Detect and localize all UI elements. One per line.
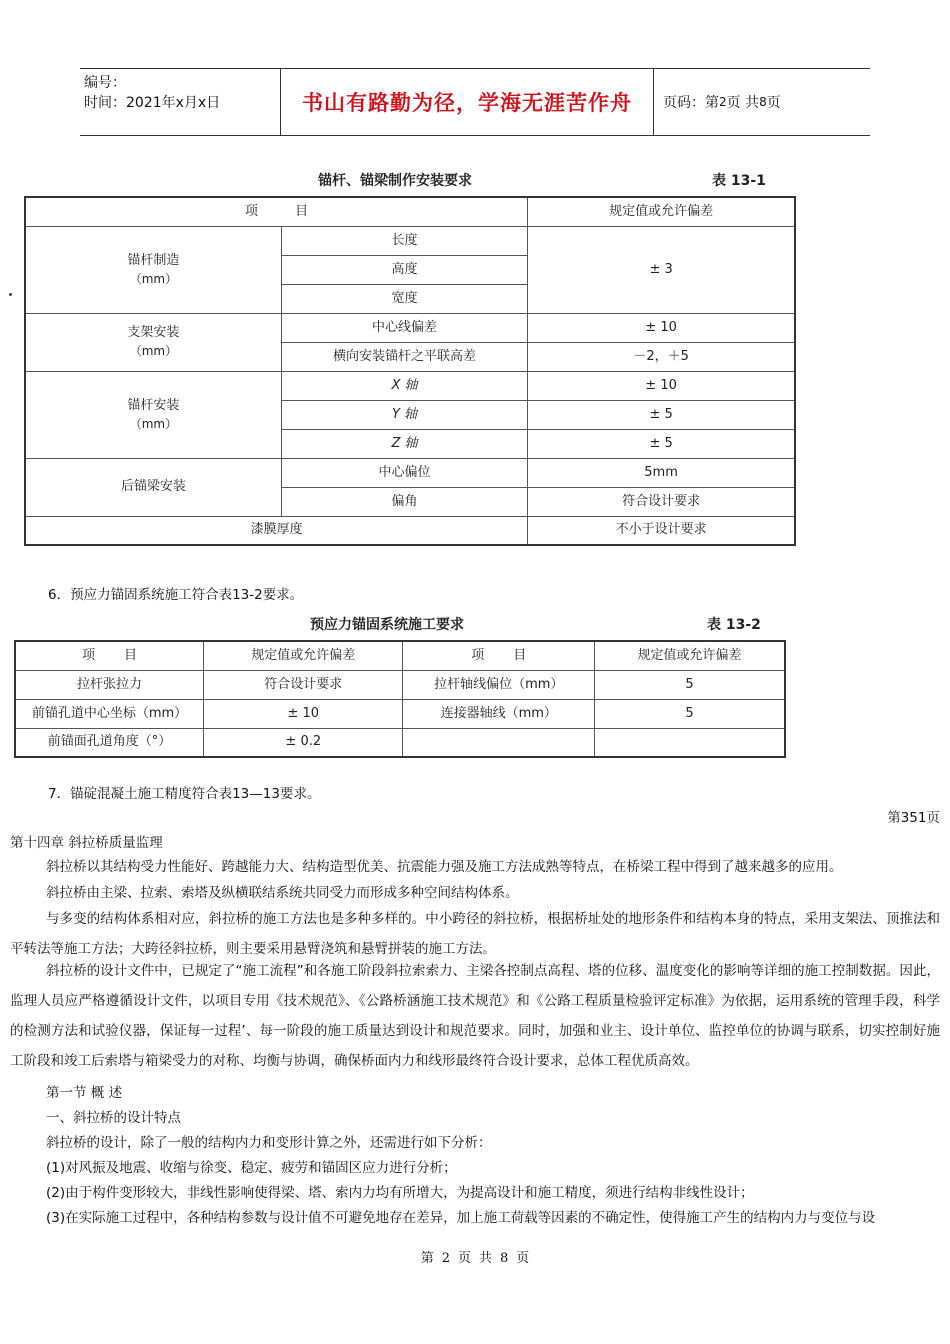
- table1-group-cell: [25, 458, 281, 516]
- document-date-label: 时间：2021年x月x日: [84, 95, 221, 111]
- page-label-prefix: 页码：第: [663, 95, 719, 111]
- table2-header-item: 项 目: [15, 641, 204, 670]
- paragraph: 与多变的结构体系相对应，斜拉桥的施工方法也是多种多样的。中小跨径的斜拉桥，根据桥址处的地形条件和结构本身的特点，采用支架法、顶推法和平转法等施工方法；大跨径斜拉桥，则主要采用悬臂浇筑和悬臂拼装的施工方法。: [10, 911, 940, 957]
- intro-item-6: 6．预应力锚固系统施工符合表13-2要求。: [48, 587, 304, 603]
- value-cell: ± 10: [528, 371, 795, 400]
- header-page-info: [653, 69, 870, 135]
- analysis-item: (2)由于构件变形较大，非线性影响使得梁、塔、索内力均有所增大，为提高设计和施工精度，须进行结构非线性设计；: [46, 1185, 754, 1201]
- group-unit: （mm）: [129, 344, 178, 358]
- sub-item: 中心偏位: [281, 458, 527, 487]
- footer-text: 第: [420, 1251, 434, 1266]
- sub-item: 横向安装锚杆之平联高差: [281, 342, 527, 371]
- chapter-heading: 第十四章 斜拉桥质量监理: [10, 835, 163, 851]
- paragraph: 斜拉桥由主梁、拉索、索塔及纵横联结系统共同受力而形成多种空间结构体系。: [46, 885, 519, 901]
- sub-item: Z 轴: [281, 429, 527, 458]
- table2-header-value: 规定值或允许偏差: [595, 641, 785, 670]
- table1-title: 锚杆、锚梁制作安装要求: [318, 173, 472, 189]
- table-row: [15, 699, 785, 728]
- table1-group-cell: [25, 371, 281, 458]
- value-cell: 5mm: [528, 458, 795, 487]
- table2-header-value: 规定值或允许偏差: [204, 641, 403, 670]
- header-meta: [80, 69, 280, 135]
- group-name: 锚杆制造: [127, 252, 180, 268]
- subsection-heading: 一、斜拉桥的设计特点: [46, 1110, 181, 1126]
- table2-title: 预应力锚固系统施工要求: [310, 617, 464, 633]
- page-label-suffix: 页: [766, 95, 781, 111]
- table-row: [25, 197, 795, 226]
- value-cell: ± 3: [528, 226, 795, 313]
- group-unit: （mm）: [129, 416, 178, 431]
- table-cell: 前锚面孔道角度（°）: [15, 728, 204, 757]
- sub-item: 中心线偏差: [281, 313, 527, 342]
- table-row: [15, 641, 785, 670]
- table1-header-value: 规定值或允许偏差: [528, 197, 795, 226]
- footer-text: 页: [457, 1251, 471, 1266]
- page-reference: 第351页: [887, 810, 940, 826]
- table2-header-item: 项 目: [403, 641, 595, 670]
- table1-header-item: 项 目: [25, 197, 528, 226]
- group-name: 锚杆安装: [127, 397, 180, 413]
- document-number-label: 编号：: [84, 75, 126, 91]
- analysis-item: (1)对风振及地震、收缩与徐变、稳定、疲劳和锚固区应力进行分析；: [46, 1160, 457, 1176]
- table-cell: 5: [595, 699, 785, 728]
- value-cell: ± 10: [528, 313, 795, 342]
- value-cell: 符合设计要求: [528, 487, 795, 516]
- page-label-mid: 页 共: [726, 95, 760, 111]
- table-cell: 前锚孔道中心坐标（mm）: [15, 699, 204, 728]
- table1-group-cell: [25, 226, 281, 313]
- group-name: 支架安装: [127, 325, 180, 340]
- last-row-value: 不小于设计要求: [528, 516, 795, 545]
- section-heading: 第一节 概 述: [46, 1085, 123, 1101]
- table-row: [25, 226, 795, 255]
- table1-number: 表 13-1: [712, 173, 766, 189]
- value-cell: －2，＋5: [528, 342, 795, 371]
- table2: [14, 640, 786, 758]
- group-unit: （mm）: [129, 271, 178, 286]
- page-footer: [0, 1247, 950, 1266]
- table-row: [25, 371, 795, 400]
- table-row: [15, 728, 785, 757]
- footer-current-page: 2: [441, 1251, 450, 1266]
- page-current: 2: [719, 95, 727, 109]
- table-cell: 拉杆轴线偏位（mm）: [403, 670, 595, 699]
- scan-speck: [9, 293, 12, 296]
- sub-item: X 轴: [281, 371, 527, 400]
- table-row: [25, 516, 795, 545]
- table1-group-cell: [25, 313, 281, 371]
- sub-item: 偏角: [281, 487, 527, 516]
- table-cell: 5: [595, 670, 785, 699]
- table-cell: ± 10: [204, 699, 403, 728]
- table-row: [25, 458, 795, 487]
- paragraph: 斜拉桥以其结构受力性能好、跨越能力大、结构造型优美、抗震能力强及施工方法成熟等特点，在桥梁工程中得到了越来越多的应用。: [46, 859, 843, 875]
- table-cell: ± 0.2: [204, 728, 403, 757]
- footer-text: 共: [479, 1251, 493, 1266]
- last-row-item: 漆膜厚度: [25, 516, 528, 545]
- intro-item-7: 7．锚碇混凝土施工精度符合表13—13要求。: [48, 786, 321, 802]
- table1: [24, 196, 796, 546]
- value-cell: ± 5: [528, 400, 795, 429]
- table-row: [25, 313, 795, 342]
- footer-total-pages: 8: [500, 1251, 509, 1266]
- table-cell: 符合设计要求: [204, 670, 403, 699]
- analysis-item: (3)在实际施工过程中，各种结构参数与设计值不可避免地存在差异，加上施工荷载等因素的不确定性，使得施工产生的结构内力与变位与设: [46, 1210, 876, 1226]
- sub-item: 长度: [281, 226, 527, 255]
- paragraph: 斜拉桥的设计文件中，已规定了“施工流程”和各施工阶段斜拉索索力、主梁各控制点高程、塔的位移、温度变化的影响等详细的施工控制数据。因此，监理人员应严格遵循设计文件，以项目专用《技术规范》、《公路桥涵施工技术规范》和《公路工程质量检验评定标准》为依据，运用系统的管理手段，科学的检测方法和试验仪器，保证每一过程’、每一阶段的施工质量达到设计和规范要求。同时，加强和业主、设计单位、监控单位的协调与联系，切实控制好施工阶段和竣工后索塔与箱梁受力的对称、均衡与协调，确保桥面内力和线形最终符合设计要求，总体工程优质高效。: [10, 963, 940, 1069]
- sub-item: Y 轴: [281, 400, 527, 429]
- analysis-intro: 斜拉桥的设计，除了一般的结构内力和变形计算之外，还需进行如下分析：: [46, 1135, 492, 1151]
- header-motto: 书山有路勤为径，学海无涯苦作舟: [280, 69, 654, 135]
- page-header: [80, 68, 870, 136]
- table2-number: 表 13-2: [707, 617, 761, 633]
- table-cell: 连接器轴线（mm）: [403, 699, 595, 728]
- table-row: [15, 670, 785, 699]
- sub-item: 高度: [281, 255, 527, 284]
- table-cell: [403, 728, 595, 757]
- table-cell: 拉杆张拉力: [15, 670, 204, 699]
- sub-item: 宽度: [281, 284, 527, 313]
- group-name: 后锚梁安装: [120, 479, 186, 494]
- footer-text: 页: [516, 1251, 530, 1266]
- value-cell: ± 5: [528, 429, 795, 458]
- table-cell: [595, 728, 785, 757]
- page-total: 8: [759, 95, 767, 109]
